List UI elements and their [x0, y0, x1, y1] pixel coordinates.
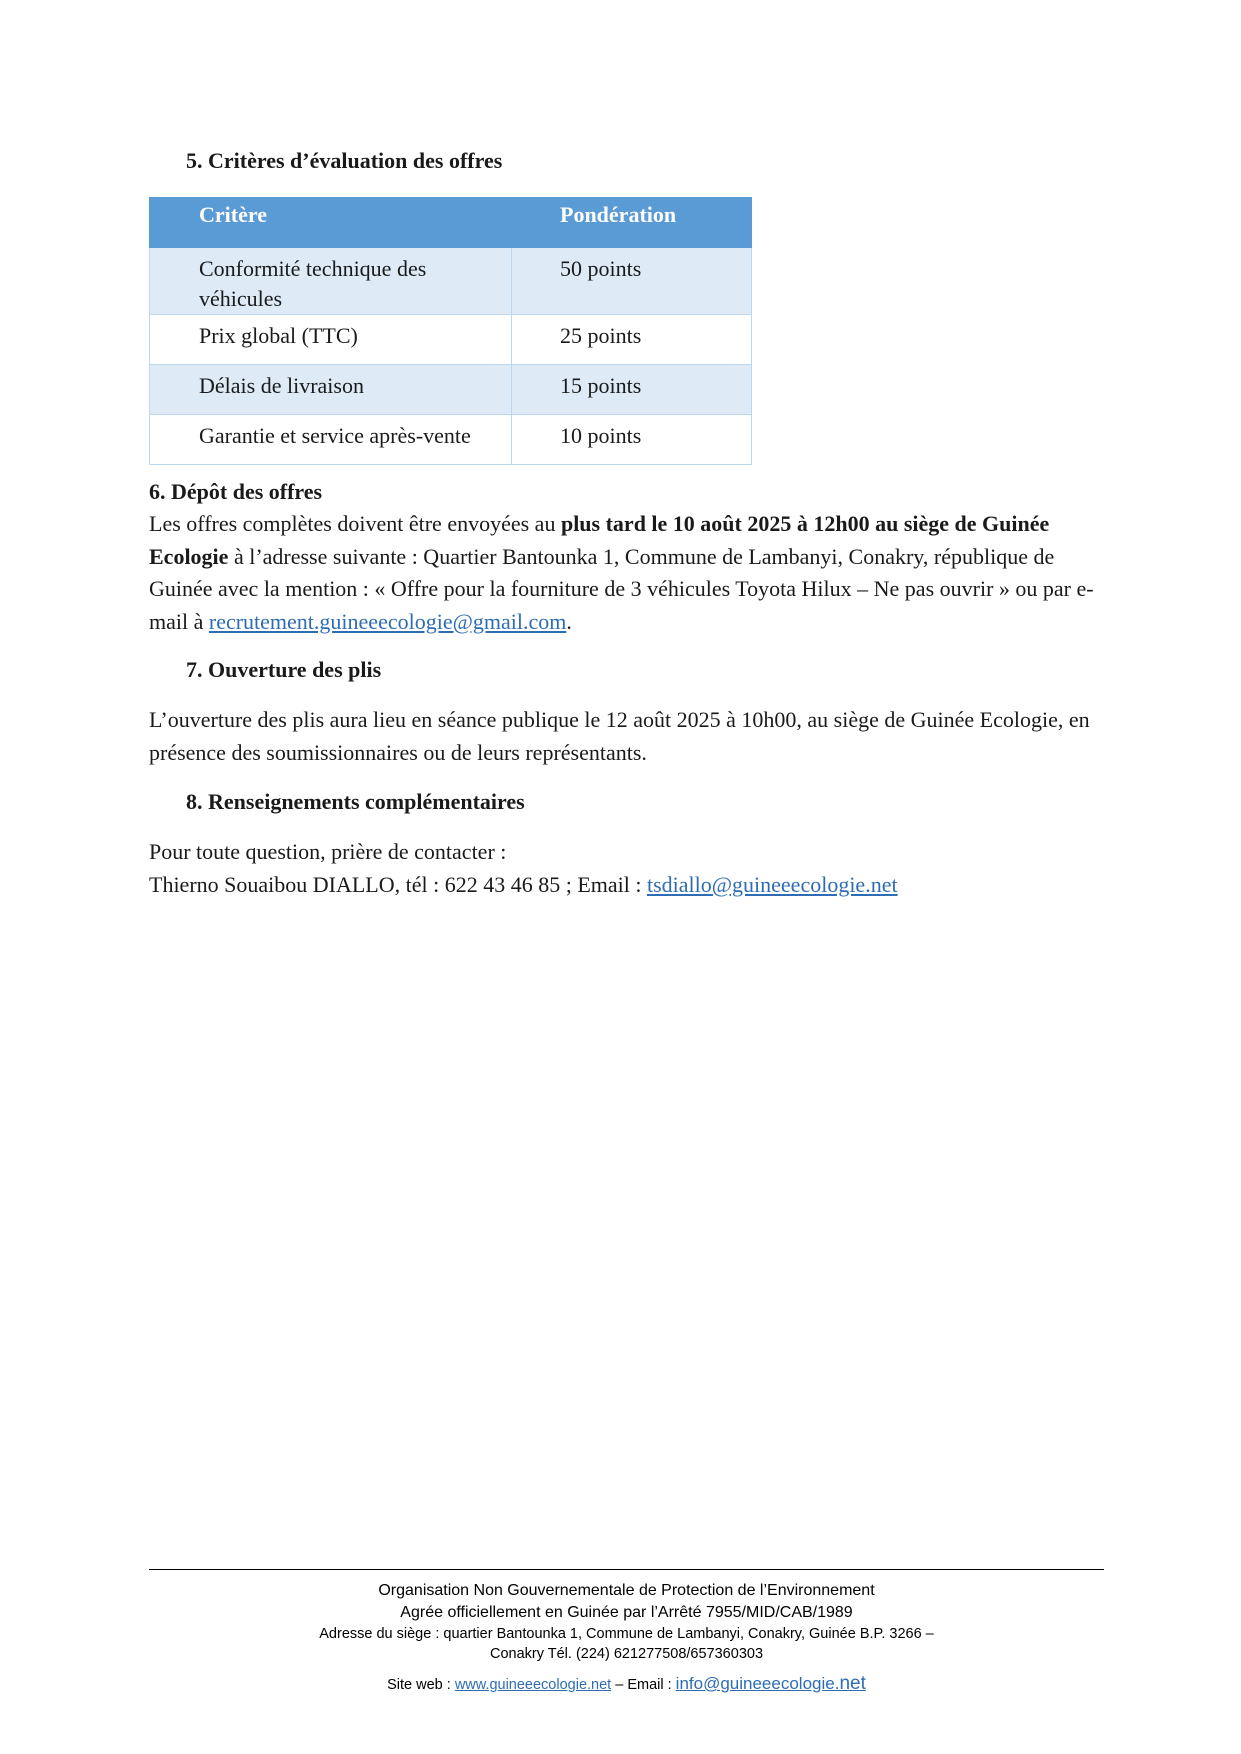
footer-divider [149, 1569, 1104, 1570]
criterion-cell: Garantie et service après-vente [150, 415, 512, 465]
weight-cell: 10 points [512, 415, 752, 465]
section-5-heading: 5. Critères d’évaluation des offres [186, 148, 503, 173]
footer-email-link[interactable] [676, 1674, 866, 1693]
section-6-heading: 6. Dépôt des offres [149, 479, 323, 504]
footer-email-tld: net [839, 1673, 866, 1694]
footer-email-label: – Email : [611, 1677, 676, 1693]
footer-org-line: Organisation Non Gouvernementale de Protection de l’Environnement [378, 1582, 875, 1599]
section-8-heading: 8. Renseignements complémentaires [186, 789, 525, 814]
footer-address-line: Adresse du siège : quartier Bantounka 1, Commune de Lambanyi, Conakry, Guinée B.P. 3266 – [319, 1626, 934, 1642]
contact-email-link[interactable]: tsdiallo@guineeecologie.net [647, 871, 898, 897]
page-footer [149, 1580, 1104, 1695]
deposit-text-3: . [566, 608, 572, 634]
table-row [150, 248, 752, 315]
section-7-heading: 7. Ouverture des plis [186, 657, 382, 682]
criterion-cell: Prix global (TTC) [150, 315, 512, 365]
header-critere: Critère [150, 198, 512, 248]
table-row [150, 365, 752, 415]
footer-agreement-line: Agrée officiellement en Guinée par l’Arrêté 7955/MID/CAB/1989 [400, 1604, 853, 1621]
section-7-paragraph: L’ouverture des plis aura lieu en séance publique le 12 août 2025 à 10h00, au siège de Guinée Ecologie, en présence des soumissionnaires ou de leurs représentants. [149, 707, 1090, 765]
deposit-deadline: plus tard le 10 août 2025 à 12h00 au siège de Guinée Ecologie [149, 511, 1050, 569]
contact-intro: Pour toute question, prière de contacter : [149, 839, 507, 864]
evaluation-criteria-table [149, 197, 752, 465]
contact-details: Thierno Souaibou DIALLO, tél : 622 43 46 85 ; Email : [149, 871, 647, 897]
table-row [150, 315, 752, 365]
weight-cell: 50 points [512, 248, 752, 315]
criterion-cell: Délais de livraison [150, 365, 512, 415]
footer-email-user: info@guineeecologie. [675, 1674, 840, 1693]
header-ponderation: Pondération [512, 198, 752, 248]
weight-cell: 15 points [512, 365, 752, 415]
deposit-text-2: à l’adresse suivante : Quartier Bantounka 1, Commune de Lambanyi, Conakry, république de Guinée avec la mention : « Offre pour la fourniture de 3 véhicules Toyota Hilux – Ne pas ouvrir » ou par e-mail à [149, 543, 1094, 634]
table-row [150, 415, 752, 465]
footer-contact-line [149, 1674, 1104, 1695]
deposit-text-1: Les offres complètes doivent être envoyées au [149, 511, 561, 536]
footer-site-label: Site web : [387, 1677, 455, 1693]
criterion-cell: Conformité technique des véhicules [150, 248, 512, 315]
table-header-row [150, 198, 752, 248]
section-8-paragraph [149, 836, 1109, 901]
footer-website-link[interactable]: www.guineeecologie.net [454, 1677, 612, 1693]
section-6-paragraph [149, 508, 1109, 638]
footer-phone-line: Conakry Tél. (224) 621277508/657360303 [489, 1646, 764, 1662]
weight-cell: 25 points [512, 315, 752, 365]
recruitment-email-link[interactable]: recrutement.guineeecologie@gmail.com [208, 608, 567, 634]
